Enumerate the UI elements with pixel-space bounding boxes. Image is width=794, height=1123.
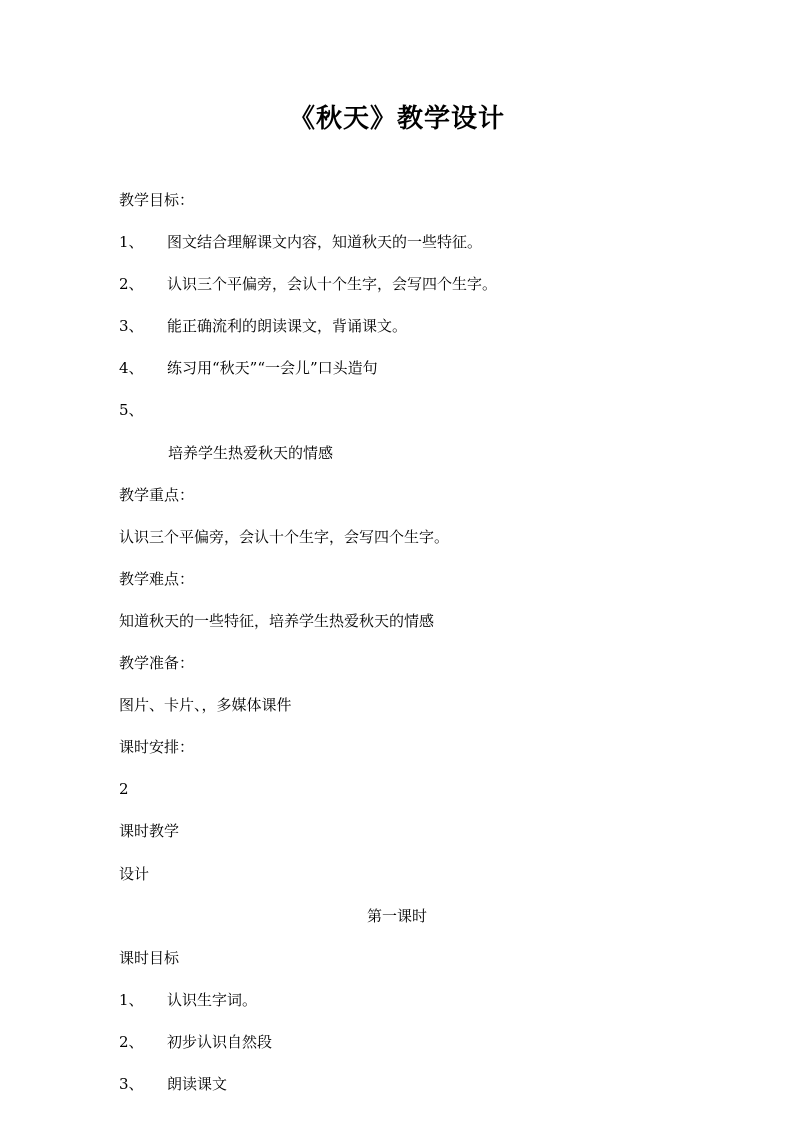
objective-number-5: 5、 (119, 401, 144, 419)
objective-number: 4、 (119, 359, 144, 377)
objectives-heading: 教学目标： (119, 191, 195, 209)
lesson-objective-item-3 (119, 1074, 227, 1094)
schedule-value: 2 (119, 780, 129, 798)
lesson-objective-item-2 (119, 1032, 272, 1052)
key-points-heading: 教学重点： (119, 486, 195, 504)
objective-text: 图文结合理解课文内容，知道秋天的一些特征。 (167, 233, 483, 251)
objective-text: 练习用“秋天”“一会儿”口头造句 (167, 359, 378, 377)
objective-item-1 (119, 232, 482, 252)
preparation-heading: 教学准备： (119, 654, 195, 672)
lesson-design-line-1: 课时教学 (119, 822, 180, 840)
objective-text: 能正确流利的朗读课文，背诵课文。 (167, 317, 408, 335)
lesson-objective-number: 3、 (119, 1075, 144, 1093)
first-lesson-heading: 第一课时 (366, 907, 427, 925)
objective-item-3 (119, 316, 407, 336)
document-title: 《秋天》教学设计 (288, 104, 505, 134)
schedule-heading: 课时安排： (119, 738, 195, 756)
difficulties-heading: 教学难点： (119, 570, 195, 588)
key-points-text: 认识三个平偏旁，会认十个生字，会写四个生字。 (119, 528, 450, 546)
lesson-objectives-heading: 课时目标 (119, 949, 180, 967)
objective-text-5: 培养学生热爱秋天的情感 (168, 444, 334, 462)
objective-item-2 (119, 274, 497, 294)
lesson-objective-text: 朗读课文 (167, 1075, 228, 1093)
lesson-objective-number: 1、 (119, 991, 144, 1009)
lesson-objective-number: 2、 (119, 1033, 144, 1051)
lesson-objective-text: 认识生字词。 (167, 991, 258, 1009)
lesson-objective-item-1 (119, 990, 257, 1010)
difficulties-text: 知道秋天的一些特征，培养学生热爱秋天的情感 (119, 612, 435, 630)
objective-number: 3、 (119, 317, 144, 335)
objective-number: 1、 (119, 233, 144, 251)
lesson-objective-text: 初步认识自然段 (167, 1033, 273, 1051)
lesson-design-line-2: 设计 (119, 865, 150, 883)
objective-number: 2、 (119, 275, 144, 293)
objective-text: 认识三个平偏旁，会认十个生字，会写四个生字。 (167, 275, 498, 293)
preparation-text: 图片、卡片、，多媒体课件 (119, 696, 292, 714)
objective-item-4 (119, 358, 378, 378)
